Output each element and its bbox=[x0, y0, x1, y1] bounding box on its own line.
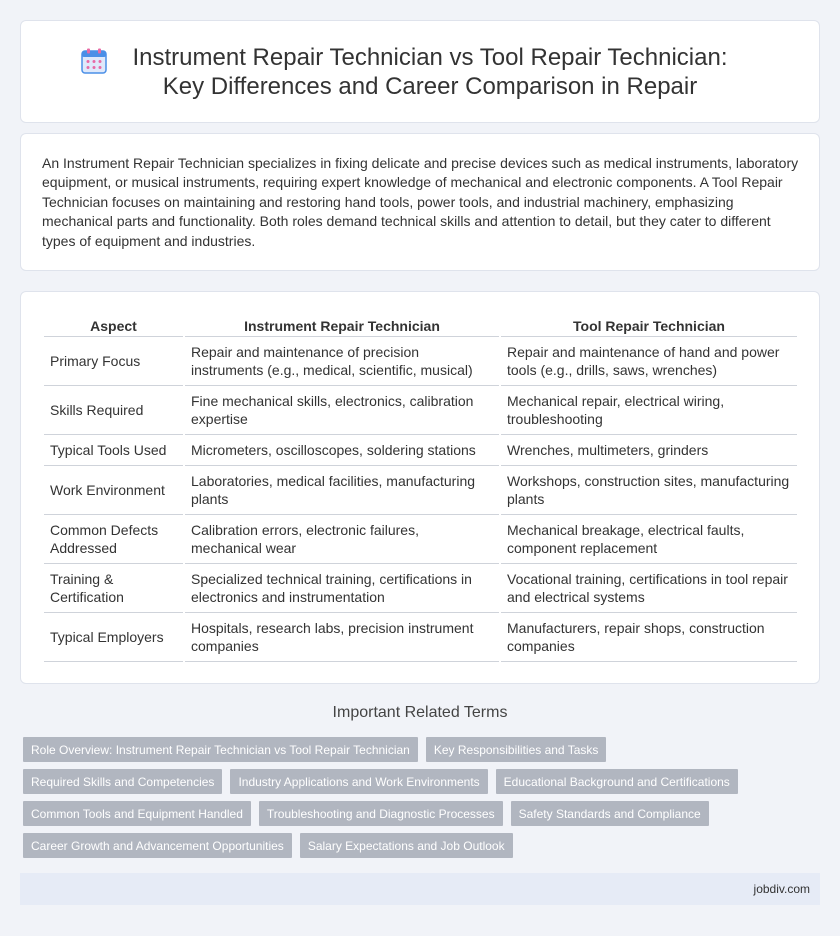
instrument-cell: Micrometers, oscilloscopes, soldering stations bbox=[185, 435, 499, 466]
instrument-cell: Calibration errors, electronic failures, mechanical wear bbox=[185, 515, 499, 564]
related-term-tag[interactable]: Salary Expectations and Job Outlook bbox=[300, 833, 513, 858]
header-aspect: Aspect bbox=[44, 314, 183, 337]
intro-card bbox=[20, 133, 820, 271]
aspect-cell: Training & Certification bbox=[44, 564, 183, 613]
tool-cell: Mechanical repair, electrical wiring, troubleshooting bbox=[501, 386, 797, 435]
related-term-tag[interactable]: Industry Applications and Work Environments bbox=[230, 769, 487, 794]
header-instrument: Instrument Repair Technician bbox=[185, 314, 499, 337]
instrument-cell: Repair and maintenance of precision instruments (e.g., medical, scientific, musical) bbox=[185, 337, 499, 386]
tool-cell: Vocational training, certifications in tool repair and electrical systems bbox=[501, 564, 797, 613]
tool-cell: Mechanical breakage, electrical faults, component replacement bbox=[501, 515, 797, 564]
table-row bbox=[44, 466, 797, 515]
related-term-tag[interactable]: Role Overview: Instrument Repair Technician vs Tool Repair Technician bbox=[23, 737, 418, 762]
instrument-cell: Specialized technical training, certifications in electronics and instrumentation bbox=[185, 564, 499, 613]
footer-site-link[interactable]: jobdiv.com bbox=[753, 882, 810, 896]
comparison-table bbox=[42, 314, 799, 662]
page-title: Instrument Repair Technician vs Tool Repair Technician: Key Differences and Career Comparison in Repair bbox=[132, 43, 728, 100]
related-terms-tags bbox=[23, 737, 813, 865]
aspect-cell: Primary Focus bbox=[44, 337, 183, 386]
table-row bbox=[44, 435, 797, 466]
instrument-cell: Fine mechanical skills, electronics, calibration expertise bbox=[185, 386, 499, 435]
related-term-tag[interactable]: Troubleshooting and Diagnostic Processes bbox=[259, 801, 503, 826]
table-row bbox=[44, 564, 797, 613]
related-term-tag[interactable]: Safety Standards and Compliance bbox=[511, 801, 709, 826]
aspect-cell: Skills Required bbox=[44, 386, 183, 435]
aspect-cell: Typical Employers bbox=[44, 613, 183, 662]
related-term-tag[interactable]: Key Responsibilities and Tasks bbox=[426, 737, 607, 762]
instrument-cell: Hospitals, research labs, precision instrument companies bbox=[185, 613, 499, 662]
table-row bbox=[44, 613, 797, 662]
instrument-cell: Laboratories, medical facilities, manufacturing plants bbox=[185, 466, 499, 515]
related-terms-title: Important Related Terms bbox=[332, 704, 508, 721]
related-term-tag[interactable]: Educational Background and Certifications bbox=[496, 769, 738, 794]
tool-cell: Manufacturers, repair shops, construction companies bbox=[501, 613, 797, 662]
table-header-row bbox=[44, 314, 797, 337]
table-row bbox=[44, 515, 797, 564]
tool-cell: Wrenches, multimeters, grinders bbox=[501, 435, 797, 466]
table-row bbox=[44, 337, 797, 386]
aspect-cell: Work Environment bbox=[44, 466, 183, 515]
intro-paragraph: An Instrument Repair Technician specializes in fixing delicate and precise devices such as medical instruments, laboratory equipment, or musical instruments, requiring expert knowledge of mechanical and electronic components. A Tool Repair Technician focuses on maintaining and restoring hand tools, power tools, and industrial machinery, emphasizing mechanical parts and functionality. Both roles demand technical skills and attention to detail, but they cater to different types of equipment and industries. bbox=[42, 155, 799, 249]
footer bbox=[20, 873, 820, 905]
header-tool: Tool Repair Technician bbox=[501, 314, 797, 337]
tool-cell: Workshops, construction sites, manufacturing plants bbox=[501, 466, 797, 515]
related-term-tag[interactable]: Required Skills and Competencies bbox=[23, 769, 222, 794]
comparison-card bbox=[20, 291, 820, 684]
header-card bbox=[20, 20, 820, 123]
related-term-tag[interactable]: Common Tools and Equipment Handled bbox=[23, 801, 251, 826]
related-term-tag[interactable]: Career Growth and Advancement Opportunities bbox=[23, 833, 292, 858]
tool-cell: Repair and maintenance of hand and power tools (e.g., drills, saws, wrenches) bbox=[501, 337, 797, 386]
table-row bbox=[44, 386, 797, 435]
aspect-cell: Common Defects Addressed bbox=[44, 515, 183, 564]
aspect-cell: Typical Tools Used bbox=[44, 435, 183, 466]
